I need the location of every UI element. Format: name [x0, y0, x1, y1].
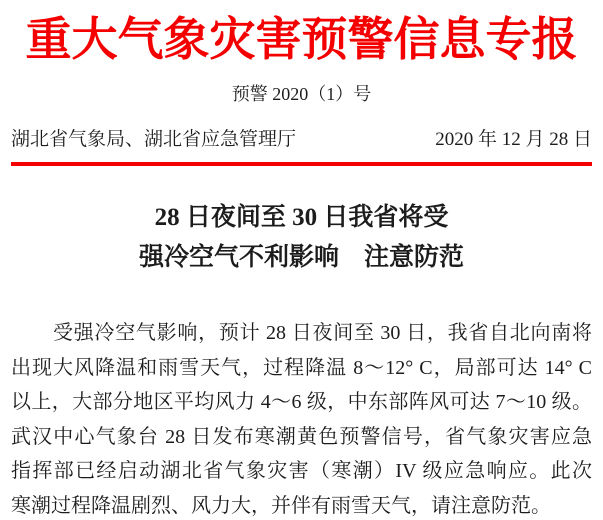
- issuer-row: [11, 128, 592, 152]
- body-text-line: 武汉中心气象台 28 日发布寒潮黄色预警信号，省气象灾害应急: [11, 425, 592, 448]
- body-paragraph: [11, 316, 592, 520]
- document-title-line2: 强冷空气不利影响 注意防范: [138, 244, 464, 271]
- masthead-title: 重大气象灾害预警信息专报: [25, 13, 578, 65]
- body-text-line: 出现大风降温和雨雪天气，过程降温 8～12° C，局部可达 14° C: [11, 356, 592, 379]
- body-text-line: 寒潮过程降温剧烈、风力大，并伴有雨雪天气，请注意防范。: [11, 494, 551, 517]
- body-text-line: 受强冷空气影响，预计 28 日夜间至 30 日，我省自北向南将: [53, 322, 592, 344]
- issuing-agencies: 湖北省气象局、湖北省应急管理厅: [11, 129, 297, 150]
- document-title: [11, 198, 592, 278]
- issue-date: 2020 年 12 月 28 日: [435, 129, 592, 150]
- red-divider-line: [11, 162, 592, 166]
- body-text-line: 指挥部已经启动湖北省气象灾害（寒潮）IV 级应急响应。此次: [11, 460, 592, 482]
- document-title-line1: 28 日夜间至 30 日我省将受: [154, 204, 449, 231]
- body-text-line: 以上，大部分地区平均风力 4～6 级，中东部阵风可达 7～10 级。: [11, 391, 592, 413]
- issue-number: 预警 2020（1）号: [231, 84, 372, 104]
